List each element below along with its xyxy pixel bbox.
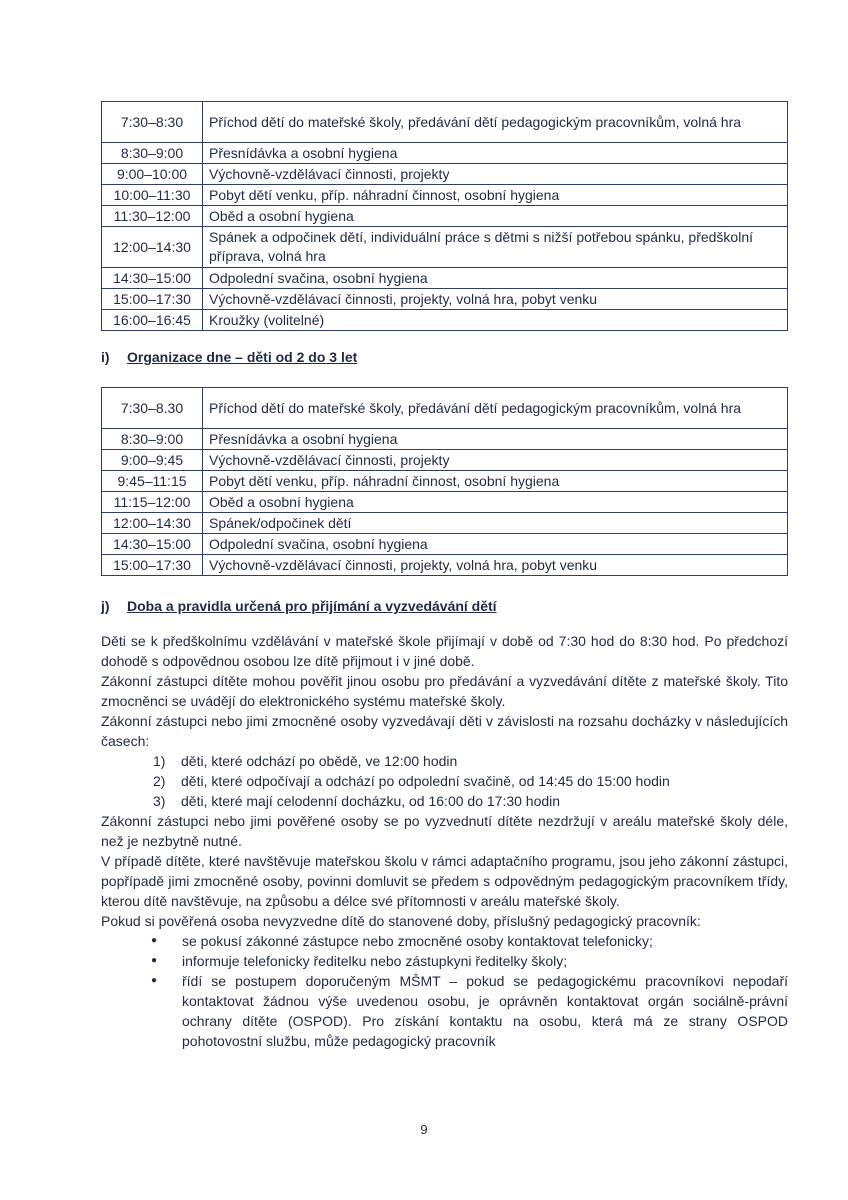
activity-cell: Pobyt dětí venku, příp. náhradní činnost, osobní hygiena: [203, 185, 788, 206]
activity-cell: Příchod dětí do mateřské školy, předávání dětí pedagogickým pracovníkům, volná hra: [203, 102, 788, 143]
activity-cell: Kroužky (volitelné): [203, 310, 788, 331]
time-cell: 7:30–8.30: [102, 388, 203, 429]
time-cell: 8:30–9:00: [102, 429, 203, 450]
list-item: 1) děti, které odchází po obědě, ve 12:00 hodin: [153, 753, 458, 769]
paragraph: Zákonní zástupci nebo jimi zmocněné osoby vyzvedávají děti v závislosti na rozsahu docházky v následujících časech:: [101, 713, 788, 749]
list-item: 2) děti, které odpočívají a odchází po odpolední svačině, od 14:45 do 15:00 hodin: [153, 773, 670, 789]
activity-cell: Přesnídávka a osobní hygiena: [203, 143, 788, 164]
table-row: [102, 429, 788, 450]
activity-cell: Odpolední svačina, osobní hygiena: [203, 534, 788, 555]
procedure-list: [101, 931, 788, 1051]
table-row: [102, 471, 788, 492]
time-cell: 8:30–9:00: [102, 143, 203, 164]
list-item: ● informuje telefonicky ředitelku nebo zástupkyni ředitelky školy;: [101, 951, 788, 971]
activity-cell: Spánek a odpočinek dětí, individuální práce s dětmi s nižší potřebou spánku, předškolní příprava, volná hra: [203, 227, 788, 268]
section-heading-j: [101, 598, 497, 614]
pickup-times-list: [101, 751, 788, 811]
section-title: Organizace dne – děti od 2 do 3 let: [127, 349, 358, 365]
activity-cell: Výchovně-vzdělávací činnosti, projekty, volná hra, pobyt venku: [203, 289, 788, 310]
section-letter: j): [101, 598, 110, 614]
activity-cell: Výchovně-vzdělávací činnosti, projekty: [203, 164, 788, 185]
list-item: 3) děti, které mají celodenní docházku, od 16:00 do 17:30 hodin: [153, 793, 561, 809]
time-cell: 16:00–16:45: [102, 310, 203, 331]
table-row: [102, 513, 788, 534]
table-row: [102, 102, 788, 143]
table-row: [102, 289, 788, 310]
section-letter: i): [101, 349, 110, 365]
activity-cell: Odpolední svačina, osobní hygiena: [203, 268, 788, 289]
section-title: Doba a pravidla určená pro přijímání a vyzvedávání dětí: [127, 598, 497, 614]
activity-cell: Výchovně-vzdělávací činnosti, projekty, volná hra, pobyt venku: [203, 555, 788, 576]
activity-cell: Oběd a osobní hygiena: [203, 206, 788, 227]
table-row: [102, 492, 788, 513]
time-cell: 12:00–14:30: [102, 513, 203, 534]
time-cell: 15:00–17:30: [102, 289, 203, 310]
paragraph: Děti se k předškolnímu vzdělávání v mateřské škole přijímají v době od 7:30 hod do 8:30 hod. Po předchozí dohodě s odpovědnou osobou lze dítě přijmout i v jiné době.: [101, 633, 788, 669]
body-text: [101, 631, 788, 1051]
paragraph: Pokud si pověřená osoba nevyzvedne dítě do stanovené doby, příslušný pedagogický pracovník:: [101, 913, 701, 929]
time-cell: 11:15–12:00: [102, 492, 203, 513]
time-cell: 14:30–15:00: [102, 534, 203, 555]
table-row: [102, 450, 788, 471]
table-row: [102, 388, 788, 429]
table-row: [102, 310, 788, 331]
schedule-table-3-to-6: [101, 101, 788, 331]
table-row: [102, 227, 788, 268]
table-row: [102, 534, 788, 555]
time-cell: 11:30–12:00: [102, 206, 203, 227]
table-row: [102, 206, 788, 227]
time-cell: 14:30–15:00: [102, 268, 203, 289]
time-cell: 10:00–11:30: [102, 185, 203, 206]
activity-cell: Spánek/odpočinek dětí: [203, 513, 788, 534]
time-cell: 9:00–9:45: [102, 450, 203, 471]
schedule-table-2-to-3: [101, 387, 788, 576]
section-heading-i: [101, 349, 357, 365]
activity-cell: Příchod dětí do mateřské školy, předávání dětí pedagogickým pracovníkům, volná hra: [203, 388, 788, 429]
paragraph: Zákonní zástupci nebo jimi pověřené osoby se po vyzvednutí dítěte nezdržují v areálu mateřské školy déle, než je nezbytně nutné.: [101, 813, 788, 849]
activity-cell: Výchovně-vzdělávací činnosti, projekty: [203, 450, 788, 471]
time-cell: 12:00–14:30: [102, 227, 203, 268]
time-cell: 15:00–17:30: [102, 555, 203, 576]
table-row: [102, 185, 788, 206]
table-row: [102, 555, 788, 576]
page-number: 9: [420, 1122, 428, 1137]
paragraph: V případě dítěte, které navštěvuje mateřskou školu v rámci adaptačního programu, jsou jeho zákonní zástupci, popřípadě jimi zmocněné osoby, povinni domluvit se předem s odpovědným pedagogickým pracovníkem třídy, kterou dítě navštěvuje, na způsobu a délce své přítomnosti v areálu mateřské školy.: [101, 853, 788, 909]
activity-cell: Pobyt dětí venku, příp. náhradní činnost, osobní hygiena: [203, 471, 788, 492]
paragraph: Zákonní zástupci dítěte mohou pověřit jinou osobu pro předávání a vyzvedávání dítěte z mateřské školy. Tito zmocněnci se uvádějí do elektronického systému mateřské školy.: [101, 673, 788, 709]
time-cell: 9:45–11:15: [102, 471, 203, 492]
time-cell: 9:00–10:00: [102, 164, 203, 185]
table-row: [102, 268, 788, 289]
list-item: ● se pokusí zákonné zástupce nebo zmocněné osoby kontaktovat telefonicky;: [101, 931, 788, 951]
table-row: [102, 164, 788, 185]
list-item: ● řídí se postupem doporučeným MŠMT – pokud se pedagogickému pracovníkovi nepodaří kontaktovat žádnou výše uvedenou osobu, je oprávněn kontaktovat orgán sociálně-právní ochrany dítěte (OSPOD). Pro získání kontaktu na osobu, která má ze strany OSPOD pohotovostní službu, může pedagogický pracovník: [101, 971, 788, 1051]
activity-cell: Oběd a osobní hygiena: [203, 492, 788, 513]
time-cell: 7:30–8:30: [102, 102, 203, 143]
activity-cell: Přesnídávka a osobní hygiena: [203, 429, 788, 450]
table-row: [102, 143, 788, 164]
